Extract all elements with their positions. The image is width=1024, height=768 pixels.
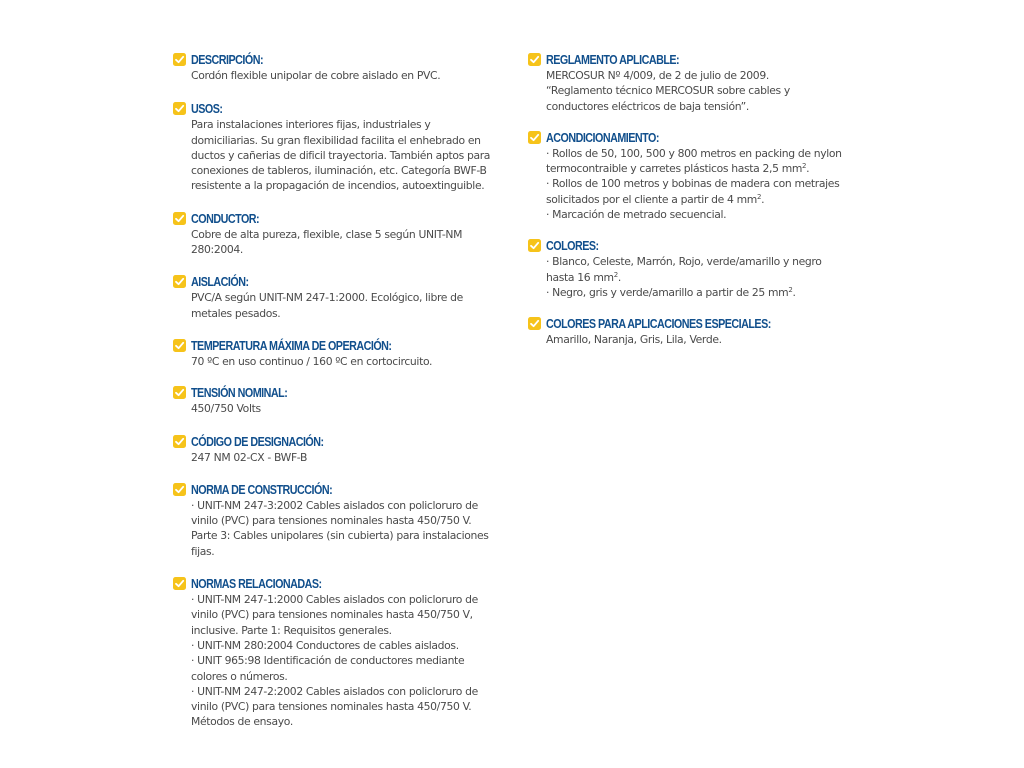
section-body-line [191,714,513,729]
section-body-line [191,163,513,178]
section-body-line [191,242,513,257]
section-heading: CÓDIGO DE DESIGNACIÓN: [191,434,324,449]
checkmark-badge-icon [528,317,541,330]
checkmark-badge-icon [173,483,186,496]
body-text: 70 ºC en uso continuo / 160 ºC en cortocircuito. [191,354,433,368]
section-body-line [546,146,868,161]
body-text: vinilo (PVC) para tensiones nominales hasta 450/750 V, [191,608,473,622]
section-body-line [546,68,868,83]
body-text: · UNIT-NM 247-3:2002 Cables aislados con policloruro de [191,498,478,512]
section-heading: CONDUCTOR: [191,211,260,226]
body-text: PVC/A según UNIT-NM 247-1:2000. Ecológico, libre de [191,291,463,305]
section-body-line [191,133,513,148]
body-text: · UNIT 965:98 Identificación de conductores mediante [191,654,465,668]
body-text: · Marcación de metrado secuencial. [546,208,727,222]
superscript-exponent: 2 [756,192,762,201]
spec-section-colores-especiales [528,316,868,347]
section-body-line [546,192,868,207]
section-heading: NORMA DE CONSTRUCCIÓN: [191,482,333,497]
checkmark-badge-icon [173,102,186,115]
section-body-line [546,332,868,347]
spec-section-temperatura [173,338,513,369]
checkmark-badge-icon [173,275,186,288]
body-text: · Blanco, Celeste, Marrón, Rojo, verde/amarillo y negro [546,255,822,269]
body-text: “Reglamento técnico MERCOSUR sobre cables y [546,84,790,98]
body-text: Parte 3: Cables unipolares (sin cubierta) para instalaciones [191,529,489,543]
section-heading: USOS: [191,102,223,117]
body-text: domiciliarias. Su gran flexibilidad facilita el enhebrado en [191,133,481,147]
checkmark-badge-icon [173,577,186,590]
spec-section-codigo [173,434,513,465]
body-text: resistente a la propagación de incendios, autoextinguible. [191,179,485,193]
superscript-exponent: 2 [613,270,618,279]
checkmark-badge-icon [173,435,186,448]
checkmark-badge-icon [173,339,186,352]
checkmark-badge-icon [528,53,541,66]
section-body-line [546,176,868,191]
section-heading: COLORES: [546,239,599,254]
spec-section-colores [528,238,868,300]
body-text: conexiones de tableros, iluminación, etc. Categoría BWF-B [191,164,487,178]
body-text: · UNIT-NM 280:2004 Conductores de cables aislados. [191,638,459,652]
trailing-punctuation: . [761,192,765,206]
section-body-line [546,99,868,114]
section-body-line [546,207,868,222]
section-heading: REGLAMENTO APLICABLE: [546,53,680,67]
body-text: Cobre de alta pureza, flexible, clase 5 según UNIT-NM [191,227,463,241]
section-heading: ACONDICIONAMIENTO: [546,130,659,145]
body-text: vinilo (PVC) para tensiones nominales hasta 450/750 V. [191,700,472,714]
body-text: termocontraible y carretes plásticos hasta 2,5 mm [546,162,803,176]
checkmark-badge-icon [173,212,186,225]
trailing-punctuation: . [806,162,810,176]
section-body-line [191,638,513,653]
trailing-punctuation: . [617,270,621,284]
trailing-punctuation: . [792,285,796,299]
spec-section-aislacion [173,274,513,321]
body-text: Para instalaciones interiores fijas, industriales y [191,118,431,132]
section-body-line [191,498,513,513]
section-body-line [191,607,513,622]
section-body-line [191,68,513,83]
body-text: vinilo (PVC) para tensiones nominales hasta 450/750 V. [191,514,472,528]
body-text: MERCOSUR Nº 4/009, de 2 de julio de 2009. [546,69,769,82]
body-text: colores o números. [191,669,288,683]
body-text: fijas. [191,544,215,558]
section-heading: DESCRIPCIÓN: [191,53,264,67]
body-text: 247 NM 02-CX - BWF-B [191,450,308,464]
section-body-line [191,354,513,369]
section-body-line [546,161,868,176]
section-body-line [191,684,513,699]
body-text: · Rollos de 50, 100, 500 y 800 metros en packing de nylon [546,146,842,160]
section-body-line [191,623,513,638]
right-column [528,52,868,348]
body-text: hasta 16 mm [546,270,614,284]
section-body-line [191,544,513,559]
spec-section-norma [173,482,513,559]
spec-section-usos [173,101,513,193]
spec-section-conductor [173,211,513,258]
spec-section-tension [173,385,513,416]
body-text: Métodos de ensayo. [191,715,293,729]
section-body-line [546,83,868,98]
section-body-line [191,401,513,416]
section-body-line [191,148,513,163]
section-body-line [191,227,513,242]
body-text: · Rollos de 100 metros y bobinas de madera con metrajes [546,177,840,191]
section-body-line [546,254,868,269]
checkmark-badge-icon [173,53,186,66]
section-body-line [191,306,513,321]
body-text: 450/750 Volts [191,402,261,416]
checkmark-badge-icon [528,131,541,144]
section-body-line [191,513,513,528]
spec-section-normas-relacionadas [173,576,513,730]
section-body-line [191,290,513,305]
section-heading: TENSIÓN NOMINAL: [191,386,288,401]
section-body-line [546,285,868,300]
superscript-exponent: 2 [802,162,807,171]
section-body-line [191,117,513,132]
body-text: conductores eléctricos de baja tensión”. [546,99,749,113]
spec-section-descripcion [173,52,513,83]
checkmark-badge-icon [173,386,186,399]
section-body-line [191,653,513,668]
body-text: 280:2004. [191,243,244,257]
section-heading: AISLACIÓN: [191,275,249,290]
section-body-line [191,528,513,543]
checkmark-badge-icon [528,239,541,252]
section-body-line [191,450,513,465]
section-body-line [191,669,513,684]
section-body-line [191,699,513,714]
body-text: · UNIT-NM 247-2:2002 Cables aislados con policloruro de [191,684,478,698]
body-text: Amarillo, Naranja, Gris, Lila, Verde. [546,333,722,347]
section-body-line [191,592,513,607]
superscript-exponent: 2 [788,285,793,294]
section-heading: COLORES PARA APLICACIONES ESPECIALES: [546,317,771,332]
body-text: inclusive. Parte 1: Requisitos generales. [191,623,392,637]
body-text: · Negro, gris y verde/amarillo a partir de 25 mm [546,285,789,299]
body-text: solicitados por el cliente a partir de 4 mm [546,192,757,206]
body-text: Cordón flexible unipolar de cobre aislado en PVC. [191,69,441,82]
spec-section-reglamento [528,52,868,114]
body-text: metales pesados. [191,306,281,320]
body-text: · UNIT-NM 247-1:2000 Cables aislados con policloruro de [191,593,478,607]
body-text: ductos y cañerias de dificil trayectoria. También aptos para [191,148,491,162]
left-column [173,52,513,730]
section-heading: TEMPERATURA MÁXIMA DE OPERACIÓN: [191,338,392,353]
section-body-line [546,270,868,285]
section-heading: NORMAS RELACIONADAS: [191,577,322,592]
section-body-line [191,178,513,193]
spec-section-acondicionamiento [528,130,868,222]
